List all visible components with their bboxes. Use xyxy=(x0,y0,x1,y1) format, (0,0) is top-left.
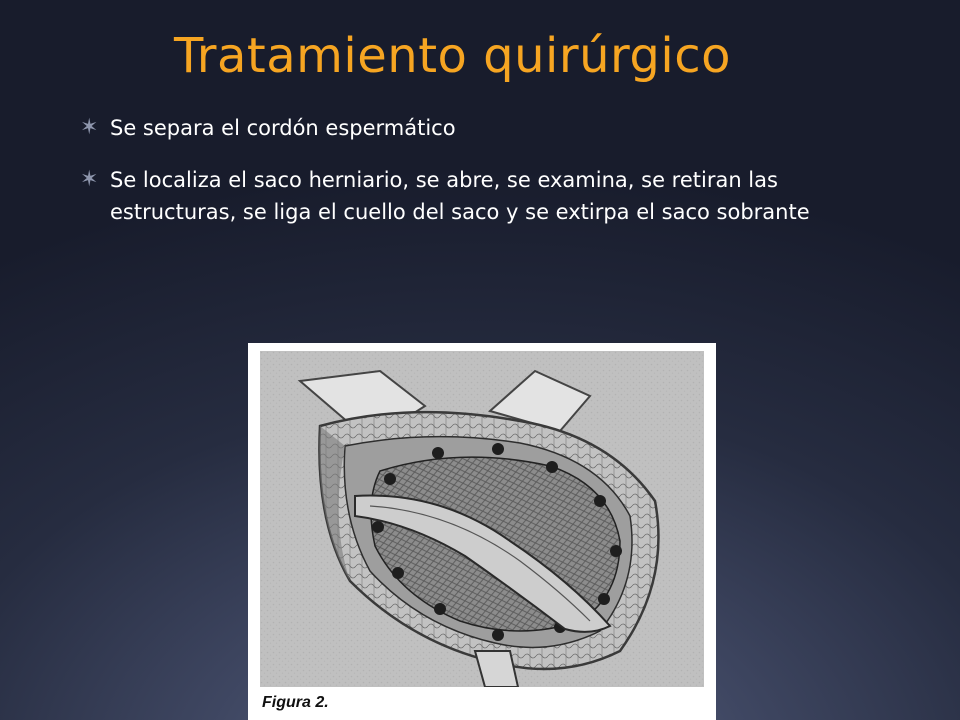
asterisk-bullet-icon: ✶ xyxy=(80,167,99,192)
bullet-text: Se localiza el saco herniario, se abre, se examina, se retiran las estructuras, se liga el cuello del saco y se extirpa el saco sobrante xyxy=(110,168,810,224)
slide-title: Tratamiento quirúrgico xyxy=(174,28,731,84)
surgical-illustration xyxy=(260,351,704,687)
bullet-item xyxy=(80,164,900,228)
figure xyxy=(248,343,716,720)
figure-caption: Figura 2. xyxy=(262,694,329,711)
asterisk-bullet-icon: ✶ xyxy=(80,115,99,140)
bullet-list xyxy=(80,112,900,248)
bullet-item xyxy=(80,112,900,144)
bullet-text: Se separa el cordón espermático xyxy=(110,116,456,140)
